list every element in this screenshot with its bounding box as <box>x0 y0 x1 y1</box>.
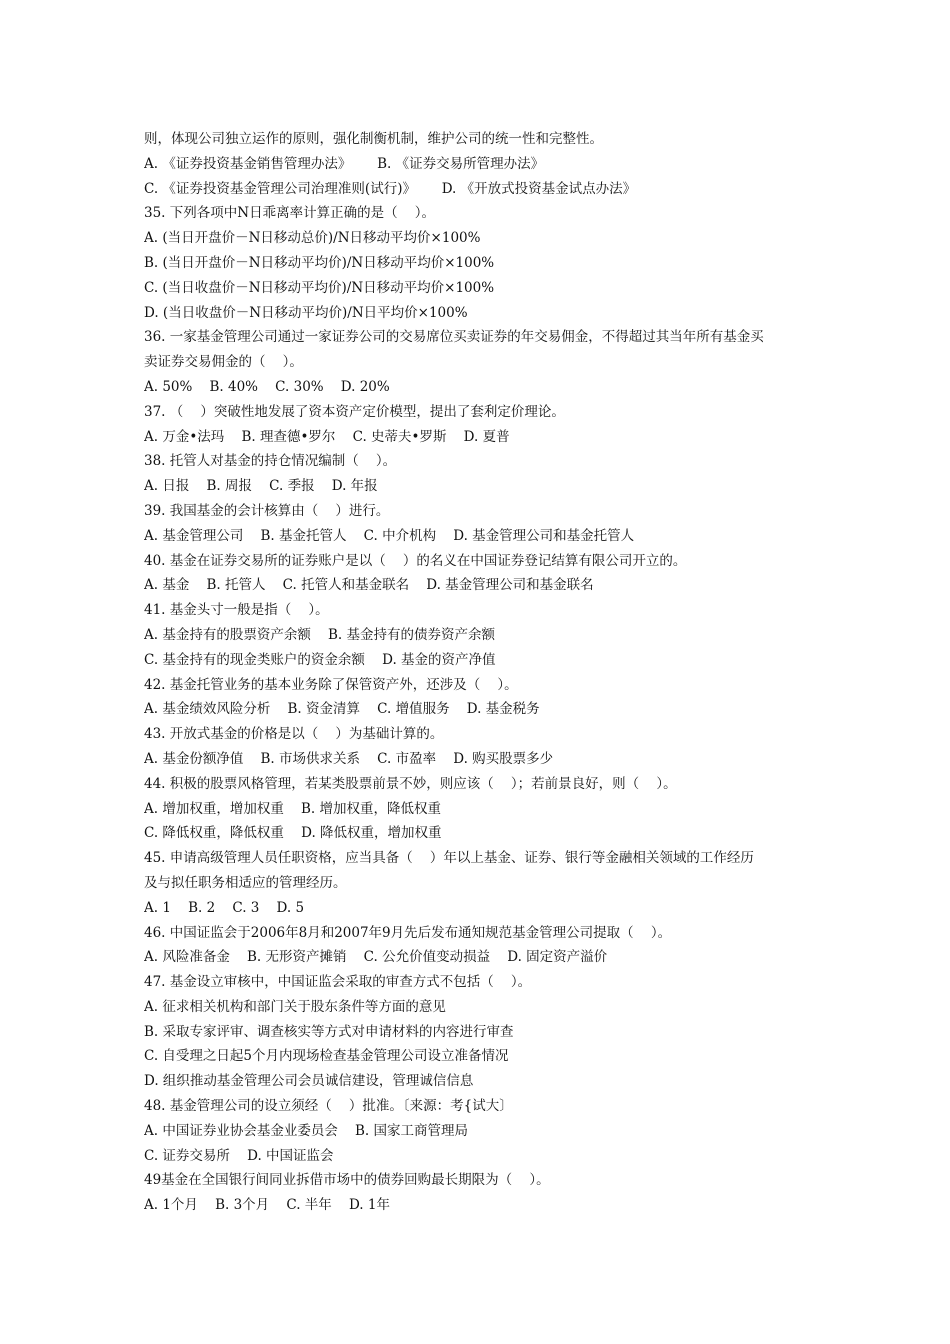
answer-options: A. 1个月 B. 3个月 C. 半年 D. 1年 <box>144 1197 390 1214</box>
answer-option: A. (当日开盘价－N日移动总价)/N日移动平均价×100% <box>144 230 481 247</box>
answer-options: A. 基金管理公司 B. 基金托管人 C. 中介机构 D. 基金管理公司和基金托管人 <box>144 527 635 544</box>
answer-options: C. 基金持有的现金类账户的资金余额 D. 基金的资产净值 <box>144 651 496 668</box>
question-39: 39. 我国基金的会计核算由（ ）进行。 <box>144 502 390 519</box>
answer-options: A. 1 B. 2 C. 3 D. 5 <box>144 899 305 916</box>
answer-options: A. 基金份额净值 B. 市场供求关系 C. 市盈率 D. 购买股票多少 <box>144 750 554 767</box>
answer-options: C. 降低权重，降低权重 D. 降低权重，增加权重 <box>144 825 442 842</box>
answer-options: A. 万金•法玛 B. 理查德•罗尔 C. 史蒂夫•罗斯 D. 夏普 <box>144 428 510 445</box>
answer-options: A. 《证券投资基金销售管理办法》 B. 《证券交易所管理办法》 <box>144 155 545 172</box>
answer-option: D. (当日收盘价－N日移动平均价)/N日平均价×100% <box>144 304 468 321</box>
question-38: 38. 托管人对基金的持仓情况编制（ ）。 <box>144 453 397 470</box>
question-46: 46. 中国证监会于2006年8月和2007年9月先后发布通知规范基金管理公司提取（ ）。 <box>144 924 672 941</box>
question-49: 49基金在全国银行间同业拆借市场中的债券回购最长期限为（ ）。 <box>144 1172 550 1189</box>
question-47: 47. 基金设立审核中，中国证监会采取的审查方式不包括（ ）。 <box>144 974 532 991</box>
text-line: 则，体现公司独立运作的原则，强化制衡机制，维护公司的统一性和完整性。 <box>144 131 603 147</box>
answer-options: A. 中国证券业协会基金业委员会 B. 国家工商管理局 <box>144 1122 468 1139</box>
question-48: 48. 基金管理公司的设立须经（ ）批准。〔来源：考{试大〕 <box>144 1098 513 1115</box>
question-42: 42. 基金托管业务的基本业务除了保管资产外，还涉及（ ）。 <box>144 676 518 693</box>
answer-options: A. 日报 B. 周报 C. 季报 D. 年报 <box>144 478 378 495</box>
answer-option: A. 征求相关机构和部门关于股东条件等方面的意见 <box>144 998 446 1015</box>
question-40: 40. 基金在证券交易所的证券账户是以（ ）的名义在中国证券登记结算有限公司开立的。 <box>144 552 687 569</box>
answer-options: C. 《证券投资基金管理公司治理准则(试行)》 D. 《开放式投资基金试点办法》 <box>144 180 637 197</box>
answer-option: D. 组织推动基金管理公司会员诚信建设，管理诚信信息 <box>144 1073 474 1090</box>
answer-option: B. 采取专家评审、调查核实等方式对申请材料的内容进行审查 <box>144 1023 514 1040</box>
question-43: 43. 开放式基金的价格是以（ ）为基础计算的。 <box>144 726 444 743</box>
question-45: 45. 申请高级管理人员任职资格，应当具备（ ）年以上基金、证券、银行等金融相关领域的工作经历 <box>144 850 754 867</box>
answer-option: C. (当日收盘价－N日移动平均价)/N日移动平均价×100% <box>144 279 495 296</box>
answer-option: C. 自受理之日起5个月内现场检查基金管理公司设立准备情况 <box>144 1048 509 1065</box>
answer-options: A. 基金绩效风险分析 B. 资金清算 C. 增值服务 D. 基金税务 <box>144 701 540 718</box>
answer-options: A. 基金持有的股票资产余额 B. 基金持有的债券资产余额 <box>144 626 495 643</box>
answer-options: C. 证券交易所 D. 中国证监会 <box>144 1147 334 1164</box>
question-37: 37. （ ）突破性地发展了资本资产定价模型，提出了套利定价理论。 <box>144 403 565 420</box>
question-36-continued: 卖证券交易佣金的（ ）。 <box>144 354 303 371</box>
question-text-block <box>144 127 824 1218</box>
answer-options: A. 50% B. 40% C. 30% D. 20% <box>144 378 390 395</box>
answer-options: A. 基金 B. 托管人 C. 托管人和基金联名 D. 基金管理公司和基金联名 <box>144 577 594 594</box>
question-36: 36. 一家基金管理公司通过一家证券公司的交易席位买卖证券的年交易佣金，不得超过其当年所有基金买 <box>144 329 764 346</box>
question-41: 41. 基金头寸一般是指（ ）。 <box>144 602 329 619</box>
question-35: 35. 下列各项中N日乖离率计算正确的是（ ）。 <box>144 205 435 222</box>
answer-option: B. (当日开盘价－N日移动平均价)/N日移动平均价×100% <box>144 254 495 271</box>
answer-options: A. 风险准备金 B. 无形资产摊销 C. 公允价值变动损益 D. 固定资产溢价 <box>144 949 608 966</box>
question-44: 44. 积极的股票风格管理，若某类股票前景不妙，则应该（ ）；若前景良好，则（ ）。 <box>144 775 677 792</box>
question-45-continued: 及与拟任职务相适应的管理经历。 <box>144 874 347 891</box>
answer-options: A. 增加权重，增加权重 B. 增加权重，降低权重 <box>144 800 441 817</box>
